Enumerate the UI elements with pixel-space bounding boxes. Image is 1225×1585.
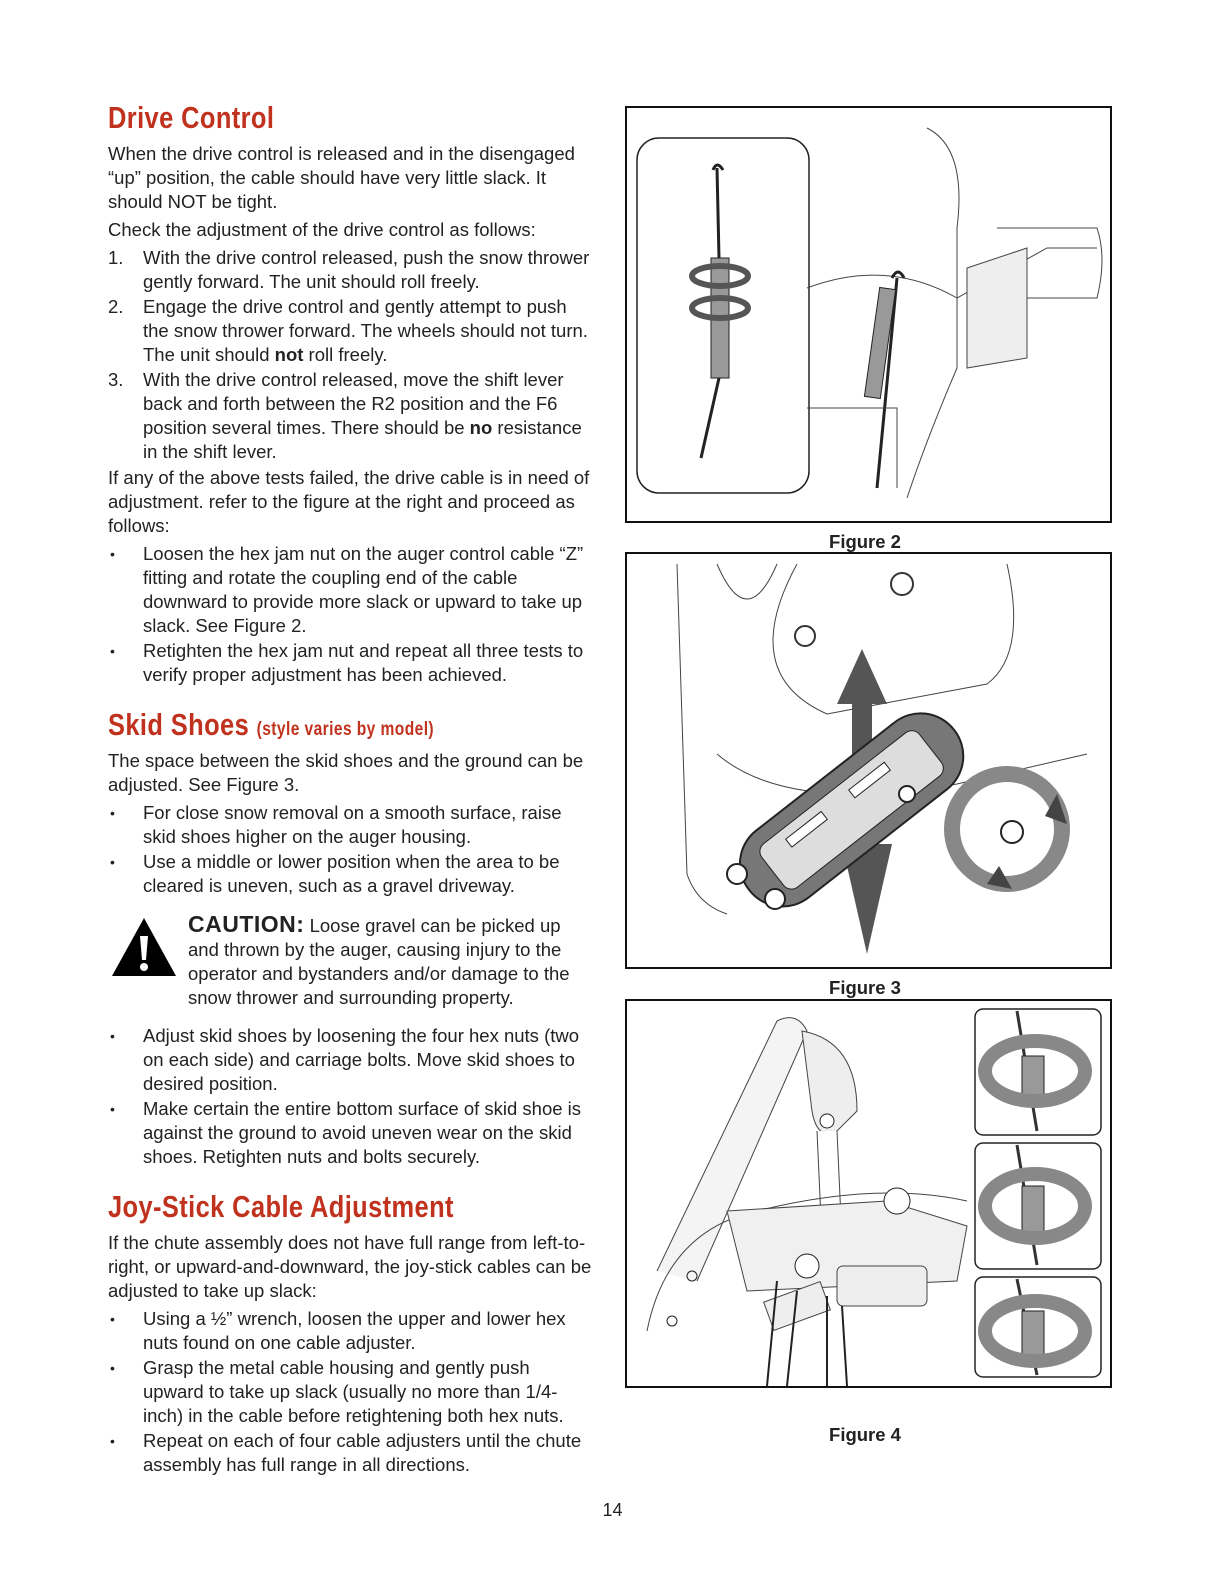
caution-box bbox=[108, 912, 593, 1010]
figure-2-caption: Figure 2 bbox=[829, 531, 901, 552]
drive-control-heading: Drive Control bbox=[108, 100, 275, 135]
bullet-item: • Loosen the hex jam nut on the auger control cable “Z” fitting and rotate the coupling end of the cable downward to provide more slack or upward to take up slack. See Figure 2. bbox=[108, 542, 593, 638]
bullet-item: • Using a ½” wrench, loosen the upper and lower hex nuts found on one cable adjuster. bbox=[108, 1307, 593, 1355]
step-item: 2. Engage the drive control and gently attempt to push the snow thrower forward. The wheels should not turn. The unit should not roll freely. bbox=[108, 296, 588, 365]
skid-shoes-bullets bbox=[108, 801, 593, 898]
bullet-item: • Adjust skid shoes by loosening the four hex nuts (two on each side) and carriage bolts. Move skid shoes to desired position. bbox=[108, 1024, 593, 1096]
bullet-item: • Repeat on each of four cable adjusters until the chute assembly has full range in all directions. bbox=[108, 1429, 593, 1477]
bullet-item: • Retighten the hex jam nut and repeat all three tests to verify proper adjustment has been achieved. bbox=[108, 639, 593, 687]
bullet-item: • Grasp the metal cable housing and gently push upward to take up slack (usually no more than 1/4-inch) in the cable before retightening both hex nuts. bbox=[108, 1356, 593, 1428]
page-number: 14 bbox=[602, 1500, 623, 1520]
caution-label: CAUTION: bbox=[188, 911, 305, 937]
warning-icon bbox=[110, 916, 178, 978]
step-item: 1. With the drive control released, push the snow thrower gently forward. The unit should roll freely. bbox=[108, 247, 590, 292]
drive-control-failed: If any of the above tests failed, the drive cable is in need of adjustment. refer to the figure at the right and proceed as follows: bbox=[108, 467, 590, 536]
figure-2-illustration bbox=[625, 106, 1112, 523]
skid-shoes-heading: Skid Shoes (style varies by model) bbox=[108, 707, 435, 742]
figure-3-caption: Figure 3 bbox=[829, 977, 901, 998]
caution-text: Loose gravel can be picked up and thrown by the auger, causing injury to the operator and bystanders and/or damage to the snow thrower and surrounding property. bbox=[188, 915, 570, 1008]
drive-control-intro: When the drive control is released and in the disengaged “up” position, the cable should have very little slack. It should NOT be tight. bbox=[108, 143, 575, 212]
bullet-item: • Use a middle or lower position when the area to be cleared is uneven, such as a gravel driveway. bbox=[108, 850, 593, 898]
bullet-item: • Make certain the entire bottom surface of skid shoe is against the ground to avoid uneven wear on the skid shoes. Retighten nuts and bolts securely. bbox=[108, 1097, 593, 1169]
skid-shoes-section bbox=[108, 707, 593, 1169]
skid-shoes-intro: The space between the skid shoes and the ground can be adjusted. See Figure 3. bbox=[108, 750, 584, 795]
figure-4-caption: Figure 4 bbox=[829, 1424, 901, 1445]
figure-4-illustration bbox=[625, 999, 1112, 1388]
bullet-item: • For close snow removal on a smooth surface, raise skid shoes higher on the auger housing. bbox=[108, 801, 593, 849]
step-item: 3. With the drive control released, move the shift lever back and forth between the R2 position and the F6 position several times. There should be no resistance in the shift lever. bbox=[108, 369, 582, 462]
figure-3-illustration bbox=[625, 552, 1112, 969]
joystick-heading: Joy-Stick Cable Adjustment bbox=[108, 1189, 454, 1224]
left-column bbox=[108, 100, 593, 1497]
joystick-intro: If the chute assembly does not have full range from left-to-right, or upward-and-downward, the joy-stick cables can be adjusted to take up slack: bbox=[108, 1232, 592, 1301]
joystick-bullets bbox=[108, 1307, 593, 1477]
skid-shoes-bullets-2 bbox=[108, 1024, 593, 1169]
drive-control-bullets bbox=[108, 542, 593, 687]
drive-control-check: Check the adjustment of the drive control as follows: bbox=[108, 219, 536, 240]
drive-control-section bbox=[108, 100, 593, 687]
joystick-section bbox=[108, 1189, 593, 1477]
drive-control-steps bbox=[108, 246, 593, 464]
